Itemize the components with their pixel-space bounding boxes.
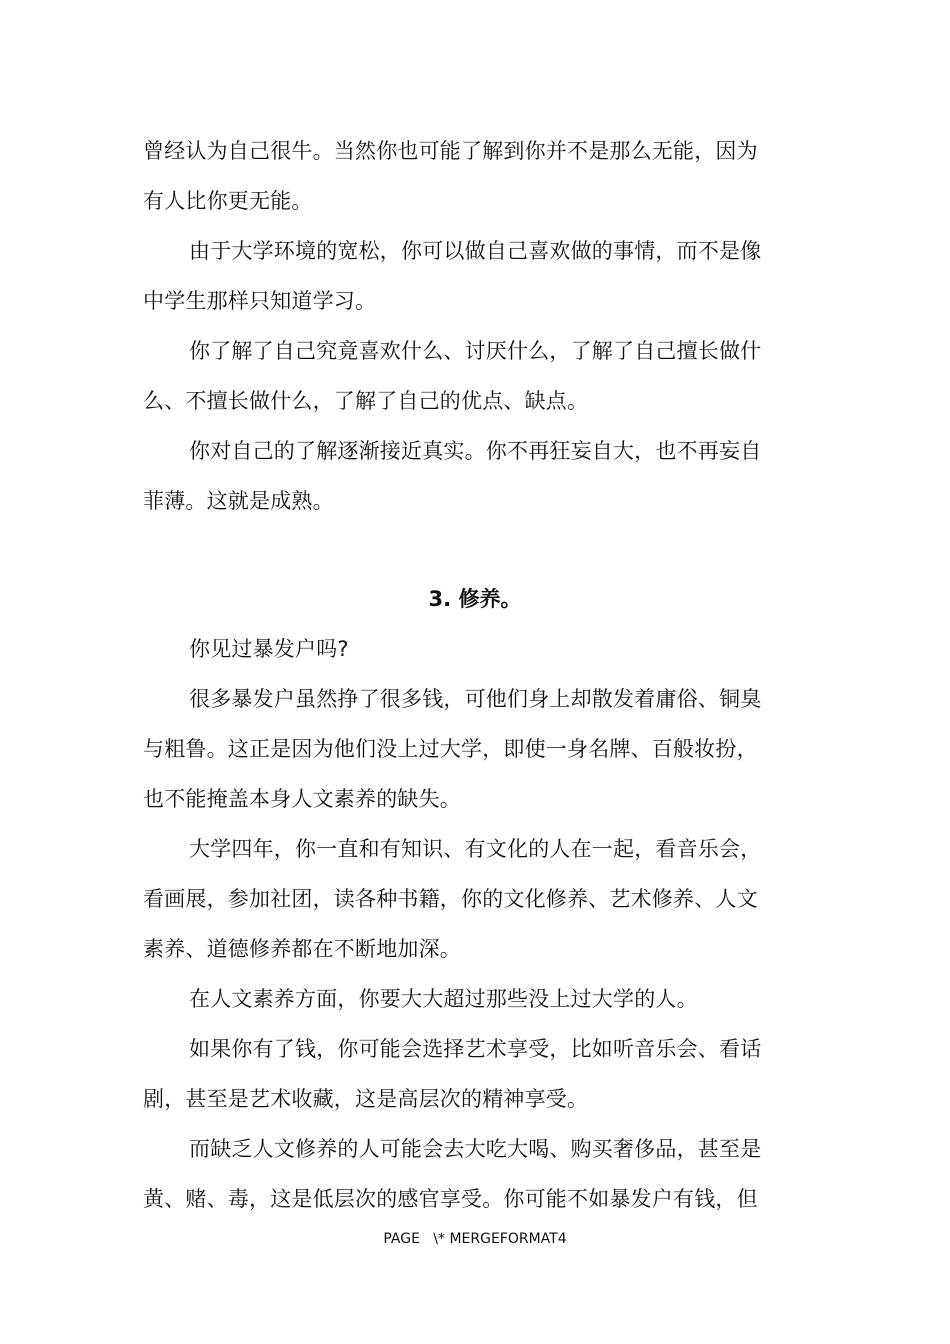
paragraph-line: 如果你有了钱，你可能会选择艺术享受，比如听音乐会、看话 xyxy=(189,1037,762,1061)
paragraph-line: 大学四年，你一直和有知识、有文化的人在一起，看音乐会， xyxy=(189,837,762,861)
paragraph-line: 中学生那样只知道学习。 xyxy=(143,289,377,313)
paragraph-line: 你了解了自己究竟喜欢什么、讨厌什么，了解了自己擅长做什 xyxy=(189,339,762,363)
paragraph-line: 曾经认为自己很牛。当然你也可能了解到你并不是那么无能，因为 xyxy=(143,139,758,163)
paragraph-line: 也不能掩盖本身人文素养的缺失。 xyxy=(143,787,461,811)
paragraph-line: 素养、道德修养都在不断地加深。 xyxy=(143,937,461,961)
paragraph-line: 黄、赌、毒，这是低层次的感官享受。你可能不如暴发户有钱，但 xyxy=(143,1187,758,1211)
page-footer: PAGE \* MERGEFORMAT4 xyxy=(383,1231,567,1247)
section-heading: 3. 修养。 xyxy=(428,587,522,611)
paragraph-line: 有人比你更无能。 xyxy=(143,189,313,213)
paragraph-line: 看画展，参加社团，读各种书籍，你的文化修养、艺术修养、人文 xyxy=(143,887,758,911)
paragraph-line: 菲薄。这就是成熟。 xyxy=(143,489,334,513)
paragraph-line: 么、不擅长做什么，了解了自己的优点、缺点。 xyxy=(143,389,589,413)
paragraph-line: 你对自己的了解逐渐接近真实。你不再狂妄自大，也不再妄自 xyxy=(189,439,762,463)
paragraph-line: 很多暴发户虽然挣了很多钱，可他们身上却散发着庸俗、铜臭 xyxy=(189,687,762,711)
paragraph-line: 而缺乏人文修养的人可能会去大吃大喝、购买奢侈品，甚至是 xyxy=(189,1137,762,1161)
paragraph-line: 在人文素养方面，你要大大超过那些没上过大学的人。 xyxy=(189,987,698,1011)
paragraph-line: 与粗鲁。这正是因为他们没上过大学，即使一身名牌、百般妆扮， xyxy=(143,737,758,761)
paragraph-line: 你见过暴发户吗? xyxy=(189,637,349,661)
paragraph-line: 剧，甚至是艺术收藏，这是高层次的精神享受。 xyxy=(143,1087,589,1111)
paragraph-line: 由于大学环境的宽松，你可以做自己喜欢做的事情，而不是像 xyxy=(189,239,762,263)
